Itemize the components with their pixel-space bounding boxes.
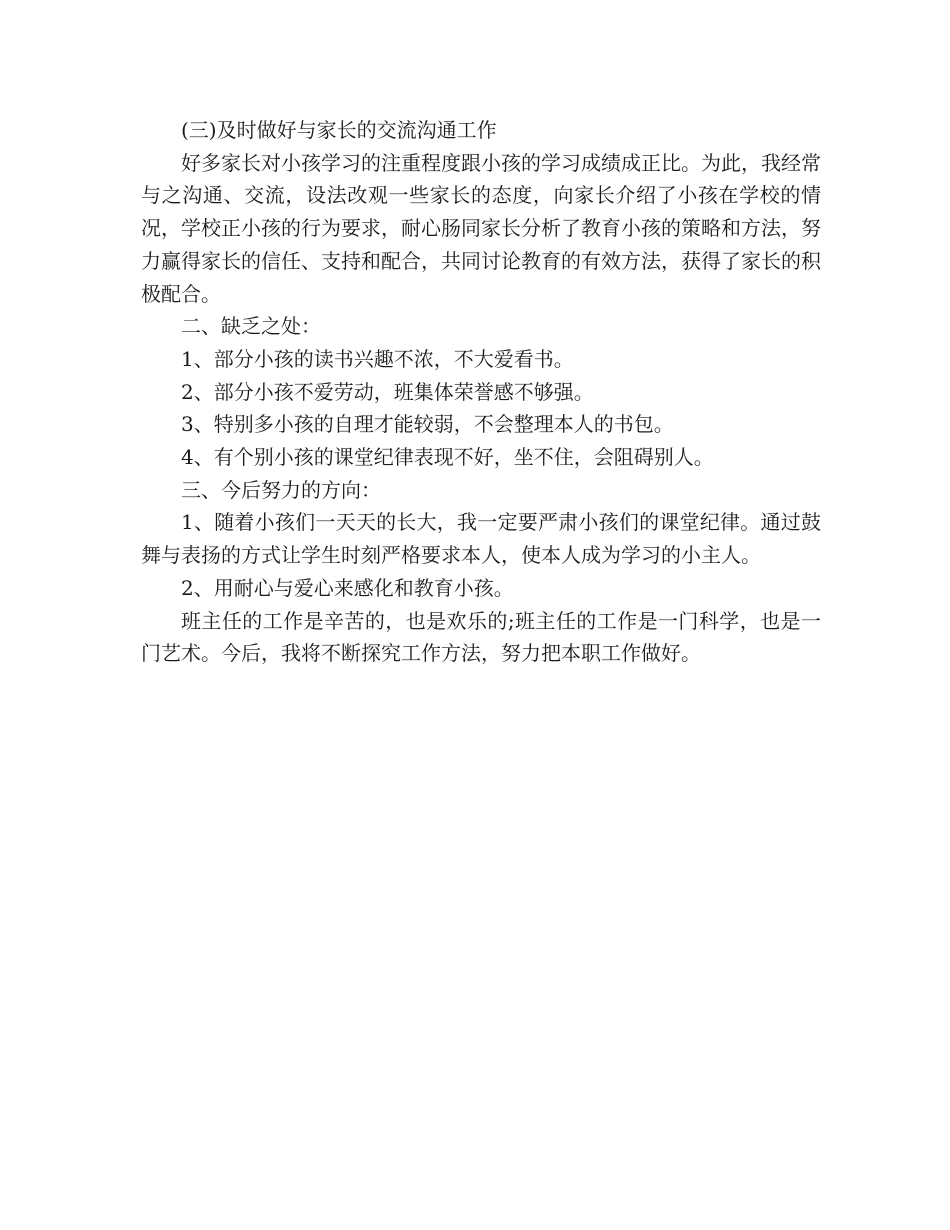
section-heading-future-direction: 三、今后努力的方向： xyxy=(181,477,381,502)
paragraph-parent-communication: 好多家长对小孩学习的注重程度跟小孩的学习成绩成正比。为此，我经常与之沟通、交流，设法改观一些家长的态度，向家长介绍了小孩在学校的情况，学校正小孩的行为要求，耐心肠同家长分析了教育小孩的策略和方法，努力赢得家长的信任、支持和配合，共同讨论教育的有效方法，获得了家长的积极配合。 xyxy=(141,150,821,306)
document-body xyxy=(141,114,821,670)
section-heading-parent-communication: (三)及时做好与家长的交流沟通工作 xyxy=(181,118,497,142)
list-item-shortcoming-2: 2、部分小孩不爱劳动，班集体荣誉感不够强。 xyxy=(181,379,594,404)
list-item-shortcoming-1: 1、部分小孩的读书兴趣不浓，不大爱看书。 xyxy=(181,346,574,371)
paragraph-conclusion: 班主任的工作是辛苦的，也是欢乐的;班主任的工作是一门科学，也是一门艺术。今后，我将不断探究工作方法，努力把本职工作做好。 xyxy=(141,608,821,666)
section-heading-shortcomings: 二、缺乏之处： xyxy=(181,314,321,339)
list-item-direction-1: 1、随着小孩们一天天的长大，我一定要严肃小孩们的课堂纪律。通过鼓舞与表扬的方式让学生时刻严格要求本人，使本人成为学习的小主人。 xyxy=(141,510,821,568)
list-item-direction-2: 2、用耐心与爱心来感化和教育小孩。 xyxy=(181,575,514,600)
list-item-shortcoming-3: 3、特别多小孩的自理才能较弱，不会整理本人的书包。 xyxy=(181,412,674,437)
list-item-shortcoming-4: 4、有个别小孩的课堂纪律表现不好，坐不住，会阻碍别人。 xyxy=(181,445,714,470)
